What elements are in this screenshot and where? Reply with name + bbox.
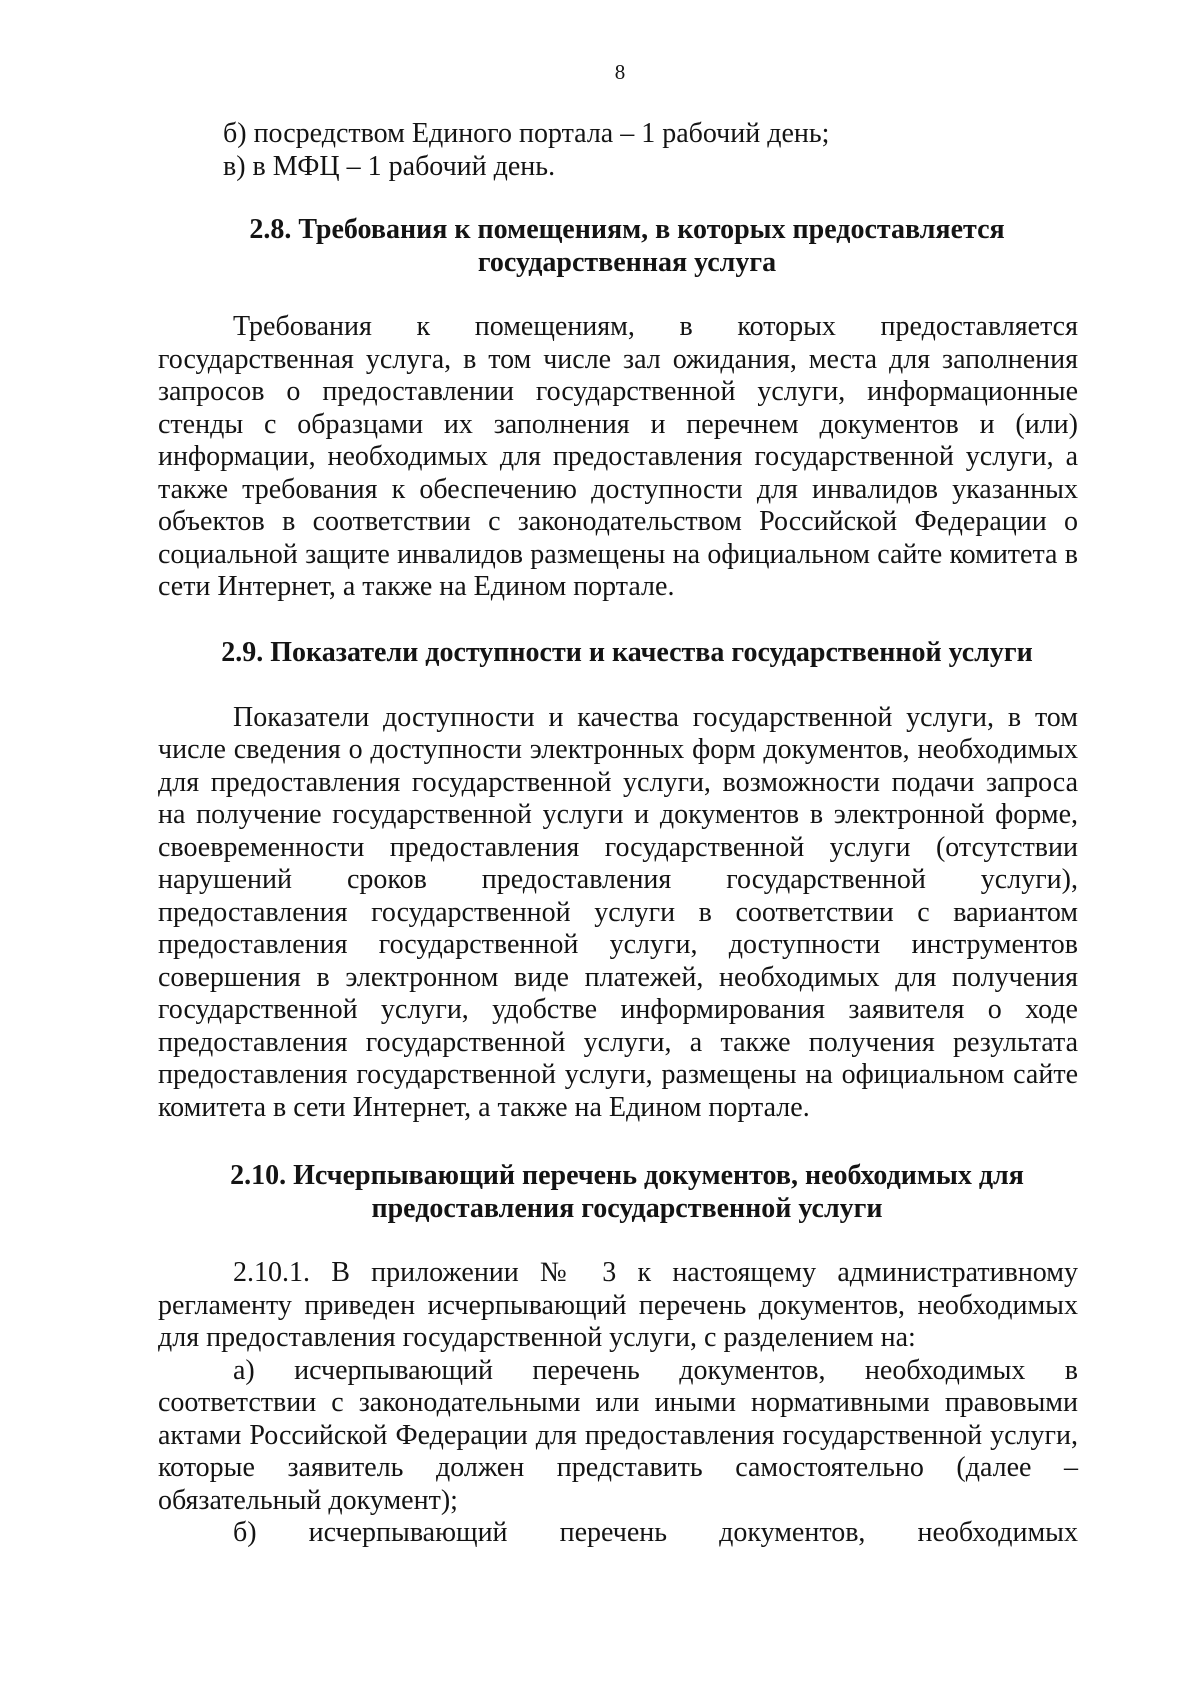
- section-paragraph-2-8: Требования к помещениям, в которых предоставляется государственная услуга, в том числе зал ожидания, места для заполнения запросов о предоставлении государственной услуги, информационные стенды с образцами их заполнения и перечнем документов и (или) информации, необходимых для предоставления государственной услуги, а также требования к обеспечению доступности для инвалидов указанных объектов в соответствии с законодательством Российской Федерации о социальной защите инвалидов размещены на официальном сайте комитета в сети Интернет, а также на Едином портале.: [158, 311, 1078, 602]
- list-item-b: б) посредством Единого портала – 1 рабочий день;: [223, 118, 830, 149]
- section-paragraph-2-9: Показатели доступности и качества государственной услуги, в том числе сведения о доступности электронных форм документов, необходимых для предоставления государственной услуги, возможности подачи запроса на получение государственной услуги и документов в электронной форме, своевременности предоставления государственной услуги (отсутствии нарушений сроков предоставления государственной услуги), предоставления государственной услуги в соответствии с вариантом предоставления государственной услуги, доступности инструментов совершения в электронном виде платежей, необходимых для получения государственной услуги, удобстве информирования заявителя о ходе предоставления государственной услуги, а также получения результата предоставления государственной услуги, размещены на официальном сайте комитета в сети Интернет, а также на Едином портале.: [158, 701, 1078, 1123]
- page-number: 8: [614, 60, 626, 84]
- document-body: [158, 118, 1078, 1550]
- list-item-b-continued: б) исчерпывающий перечень документов, необходимых: [233, 1517, 1078, 1548]
- list-item-a: а) исчерпывающий перечень документов, необходимых в соответствии с законодательными или иными нормативными правовыми актами Российской Федерации для предоставления государственной услуги, которые заявитель должен представить самостоятельно (далее – обязательный документ);: [158, 1354, 1078, 1516]
- list-item-v: в) в МФЦ – 1 рабочий день.: [223, 150, 556, 182]
- section-heading-2-8: 2.8. Требования к помещениям, в которых предоставляется государственная услуга: [249, 214, 1005, 278]
- section-paragraph-2-10-1: 2.10.1. В приложении № 3 к настоящему административному регламенту приведен исчерпывающий перечень документов, необходимых для предоставления государственной услуги, с разделением на:: [158, 1257, 1078, 1353]
- section-heading-2-9: 2.9. Показатели доступности и качества государственной услуги: [221, 636, 1033, 668]
- section-heading-2-10: 2.10. Исчерпывающий перечень документов, необходимых для предоставления государственной услуги: [230, 1160, 1024, 1224]
